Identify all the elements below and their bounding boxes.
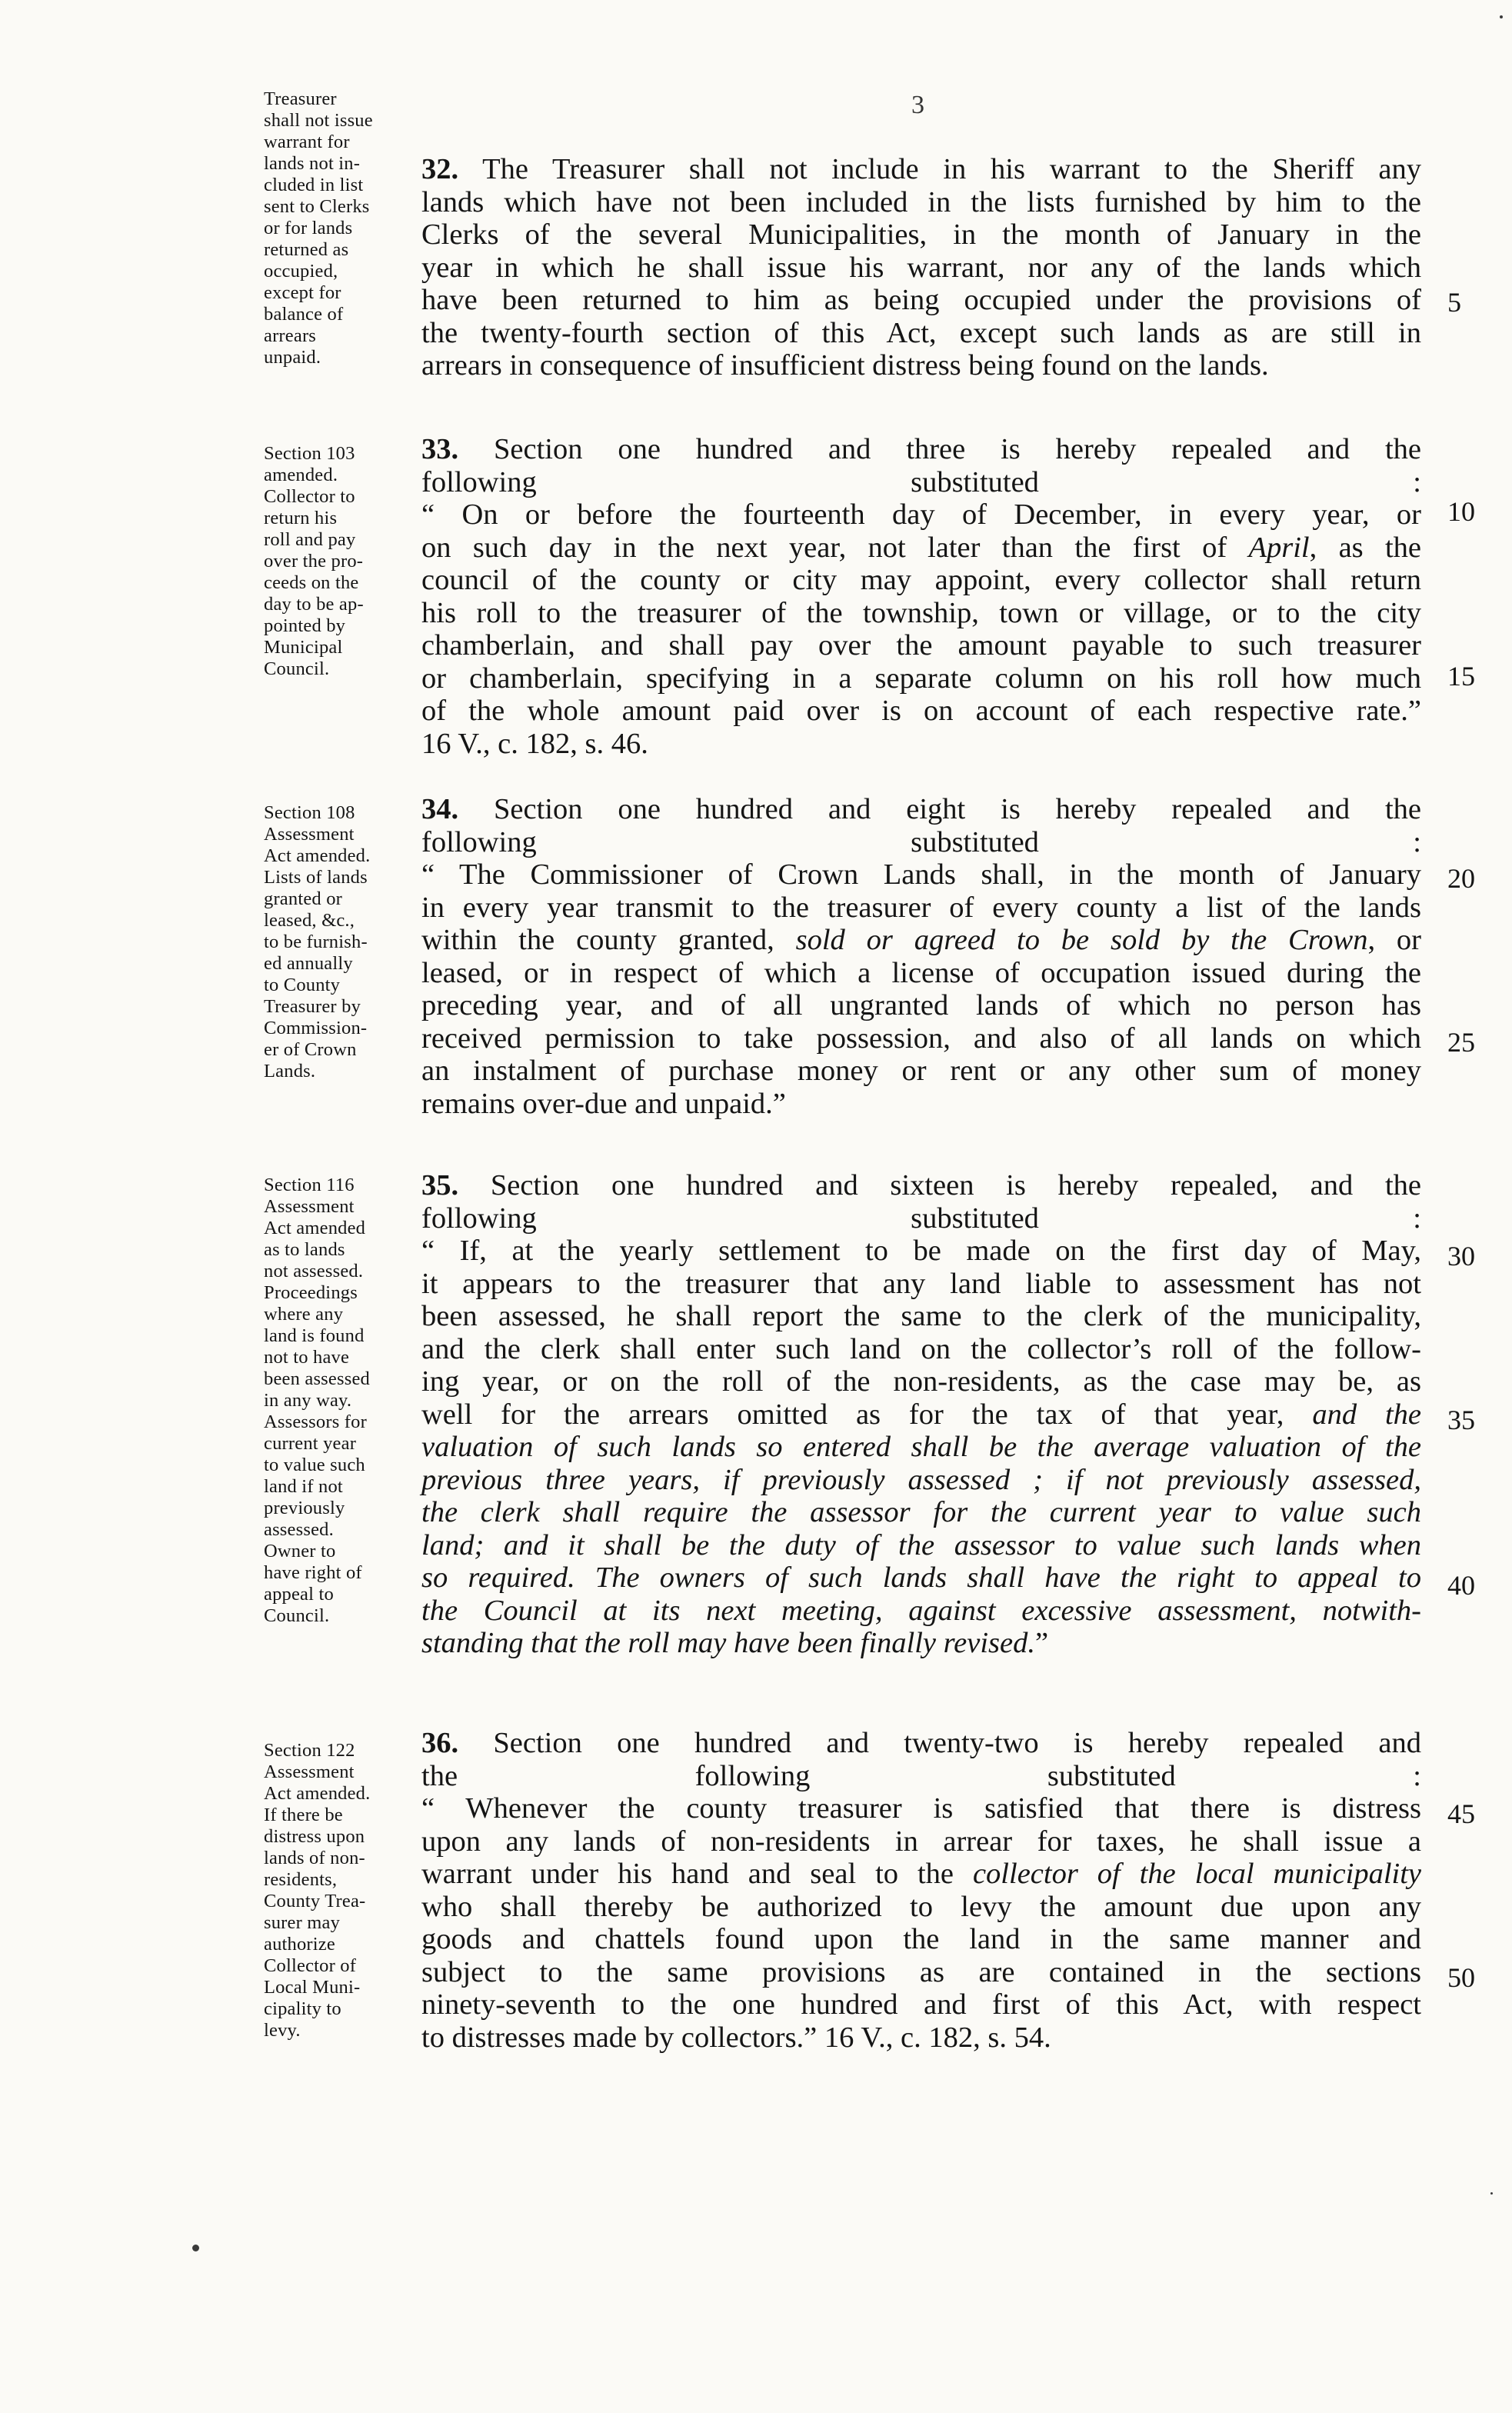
margin-note-line: cipality to xyxy=(264,1998,341,2019)
margin-note-line: Collector of xyxy=(264,1955,357,1976)
text-run: remains over-due and unpaid.” xyxy=(421,1087,786,1120)
text-run: “ The Commissioner of Crown Lands shall, in the month of January xyxy=(421,858,1421,891)
text-line xyxy=(421,892,1421,925)
section-number: 35. xyxy=(421,1169,459,1202)
margin-note xyxy=(264,1175,421,1627)
margin-note-line: previously xyxy=(264,1498,345,1518)
text-run: “ Whenever the county treasurer is satisfied that there is distress xyxy=(421,1792,1421,1825)
text-line xyxy=(421,1300,1421,1333)
text-line xyxy=(421,1398,1421,1431)
margin-note-line: Act amended. xyxy=(264,1783,371,1804)
text-run: an instalment of purchase money or rent or any other sum of money xyxy=(421,1055,1421,1087)
margin-note-line: to County xyxy=(264,975,341,995)
margin-note-line: If there be xyxy=(264,1805,343,1825)
margin-note-line: Assessment xyxy=(264,824,355,845)
margin-note-line: not assessed. xyxy=(264,1261,364,1281)
margin-note-line: warrant for xyxy=(264,132,350,152)
text-line xyxy=(421,1496,1421,1529)
margin-note-line: occupied, xyxy=(264,261,338,282)
text-run: year in which he shall issue his warrant, nor any of the lands which xyxy=(421,251,1421,284)
margin-note-line: Act amended. xyxy=(264,845,371,866)
text-line xyxy=(421,1792,1421,1825)
margin-note-line: except for xyxy=(264,282,341,303)
text-line xyxy=(421,433,1421,466)
section-number: 34. xyxy=(421,793,459,825)
margin-note-line: balance of xyxy=(264,304,344,325)
margin-note-line: current year xyxy=(264,1433,357,1454)
text-run: subject to the same provisions as are contained in the sections xyxy=(421,1955,1421,1988)
margin-note-line: have right of xyxy=(264,1562,362,1583)
text-run: “ If, at the yearly settlement to be made on the first day of May, xyxy=(421,1235,1421,1267)
margin-note-line: Section 103 xyxy=(264,443,355,464)
margin-note-line: Owner to xyxy=(264,1541,336,1561)
text-run: received permission to take possession, and also of all lands on which xyxy=(421,1022,1421,1055)
scan-speck xyxy=(1490,2192,1493,2195)
italic-text: April xyxy=(1248,531,1310,564)
text-line xyxy=(421,957,1421,990)
italic-text: so required. The owners of such lands shall have the right to appeal to xyxy=(421,1561,1421,1594)
text-line xyxy=(421,2021,1421,2055)
section-text xyxy=(421,433,1421,760)
margin-note xyxy=(264,802,421,1082)
scan-speck xyxy=(192,2245,199,2251)
margin-note-line: pointed by xyxy=(264,615,346,636)
margin-note-line: roll and pay xyxy=(264,529,356,550)
text-run: chamberlain, and shall pay over the amount payable to such treasurer xyxy=(421,629,1421,662)
margin-note-line: Section 108 xyxy=(264,802,355,823)
section-text xyxy=(421,153,1421,382)
text-line xyxy=(421,1858,1421,1891)
margin-note-line: Section 122 xyxy=(264,1740,355,1761)
margin-note-line: or for lands xyxy=(264,218,353,238)
text-run: Clerks of the several Municipalities, in the month of January in the xyxy=(421,218,1421,251)
line-number: 20 xyxy=(1447,863,1475,894)
text-run: following substituted : xyxy=(421,465,1421,498)
line-number: 10 xyxy=(1447,496,1475,527)
text-line xyxy=(421,218,1421,252)
italic-text: previous three years, if previously assessed ; if not previously assessed, xyxy=(421,1463,1421,1496)
text-line xyxy=(421,466,1421,499)
text-run: 16 V., c. 182, s. 46. xyxy=(421,727,648,760)
section-text xyxy=(421,1727,1421,2054)
text-run: well for the arrears omitted as for the tax of that year, xyxy=(421,1398,1313,1431)
margin-note-line: Lands. xyxy=(264,1061,316,1082)
margin-note-line: in any way. xyxy=(264,1390,352,1411)
text-run: in every year transmit to the treasurer of every county a list of the lands xyxy=(421,891,1421,924)
text-run: to distresses made by collectors.” 16 V., c. 182, s. 54. xyxy=(421,2021,1051,2054)
italic-text: sold or agreed to be sold by the Crown xyxy=(795,924,1368,956)
text-run: the following substituted : xyxy=(421,1759,1421,1792)
italic-text: land; and it shall be the duty of the assessor to value such lands when xyxy=(421,1528,1421,1561)
margin-note-line: Council. xyxy=(264,658,330,679)
text-line xyxy=(421,629,1421,662)
line-number: 15 xyxy=(1447,661,1475,692)
text-run: Section one hundred and three is hereby repealed and the xyxy=(458,433,1421,465)
text-line xyxy=(421,1365,1421,1398)
text-line xyxy=(421,1268,1421,1301)
text-line xyxy=(421,695,1421,728)
text-run: “ On or before the fourteenth day of December, in every year, or xyxy=(421,498,1421,531)
text-line xyxy=(421,1825,1421,1858)
text-run: have been returned to him as being occupied under the provisions of xyxy=(421,284,1421,316)
text-run: been assessed, he shall report the same to the clerk of the municipality, xyxy=(421,1300,1421,1332)
text-line xyxy=(421,186,1421,219)
text-line xyxy=(421,1595,1421,1628)
text-line xyxy=(421,1529,1421,1562)
margin-note-line: over the pro- xyxy=(264,551,364,572)
margin-note-line: Treasurer by xyxy=(264,996,361,1017)
text-line xyxy=(421,252,1421,285)
section-text xyxy=(421,793,1421,1120)
text-run: the twenty-fourth section of this Act, except such lands as are still in xyxy=(421,316,1421,349)
text-run: his roll to the treasurer of the township, town or village, or to the city xyxy=(421,596,1421,629)
text-run: , or xyxy=(1367,924,1421,956)
text-run: Section one hundred and eight is hereby repealed and the xyxy=(458,793,1421,825)
text-run: ing year, or on the roll of the non-residents, as the case may be, as xyxy=(421,1365,1421,1398)
margin-note-line: where any xyxy=(264,1304,344,1325)
text-line xyxy=(421,1956,1421,1989)
text-line xyxy=(421,1760,1421,1793)
text-line xyxy=(421,1235,1421,1268)
text-line xyxy=(421,284,1421,317)
margin-note-line: Lists of lands xyxy=(264,867,368,888)
line-number: 45 xyxy=(1447,1798,1475,1829)
text-run: arrears in consequence of insufficient distress being found on the lands. xyxy=(421,349,1269,382)
margin-note xyxy=(264,443,421,680)
margin-note-line: Commission- xyxy=(264,1018,368,1038)
section-number: 33. xyxy=(421,433,459,465)
italic-text: collector of the local municipality xyxy=(972,1858,1422,1890)
margin-note-line: County Trea- xyxy=(264,1891,366,1911)
text-line xyxy=(421,498,1421,532)
scan-speck xyxy=(1500,15,1503,18)
line-number: 30 xyxy=(1447,1241,1475,1271)
text-run: leased, or in respect of which a license of occupation issued during the xyxy=(421,956,1421,989)
text-run: Section one hundred and sixteen is hereby repealed, and the xyxy=(458,1169,1421,1202)
text-line xyxy=(421,1431,1421,1464)
text-line xyxy=(421,564,1421,597)
text-line xyxy=(421,826,1421,859)
text-run: The Treasurer shall not include in his warrant to the Sheriff any xyxy=(458,153,1421,185)
margin-note-line: been assessed xyxy=(264,1368,370,1389)
margin-note-line: Assessors for xyxy=(264,1411,367,1432)
text-run: , as the xyxy=(1309,531,1422,564)
text-run: it appears to the treasurer that any land liable to assessment has not xyxy=(421,1267,1421,1300)
text-run: lands which have not been included in the lists furnished by him to the xyxy=(421,185,1421,218)
margin-note-line: granted or xyxy=(264,888,342,909)
margin-note-line: arrears xyxy=(264,325,317,346)
text-line xyxy=(421,793,1421,826)
margin-note-line: Section 116 xyxy=(264,1175,355,1195)
text-run: following substituted : xyxy=(421,825,1421,858)
italic-text: valuation of such lands so entered shall be the average valuation of the xyxy=(421,1431,1421,1463)
text-line xyxy=(421,1988,1421,2021)
text-line xyxy=(421,1333,1421,1366)
margin-note-line: to value such xyxy=(264,1455,365,1475)
text-run: ninety-seventh to the one hundred and first of this Act, with respect xyxy=(421,1988,1421,2021)
margin-note-line: shall not issue xyxy=(264,110,373,131)
line-number: 25 xyxy=(1447,1027,1475,1058)
text-line xyxy=(421,1727,1421,1760)
line-number: 40 xyxy=(1447,1570,1475,1601)
margin-note-line: cluded in list xyxy=(264,175,364,195)
text-line xyxy=(421,662,1421,695)
margin-note-line: leased, &c., xyxy=(264,910,355,931)
section-number: 36. xyxy=(421,1727,459,1759)
margin-note-line: Council. xyxy=(264,1605,330,1626)
margin-note-line: Proceedings xyxy=(264,1282,358,1303)
text-run: warrant under his hand and seal to the xyxy=(421,1858,973,1890)
margin-note-line: land is found xyxy=(264,1325,365,1346)
margin-note-line: lands not in- xyxy=(264,153,361,174)
margin-note-line: Act amended xyxy=(264,1218,366,1238)
text-line xyxy=(421,1561,1421,1595)
text-run: council of the county or city may appoint, every collector shall return xyxy=(421,564,1421,596)
page-number: 3 xyxy=(911,91,924,119)
text-line xyxy=(421,728,1421,761)
text-line xyxy=(421,532,1421,565)
text-line xyxy=(421,1627,1421,1660)
text-line xyxy=(421,153,1421,186)
text-line xyxy=(421,989,1421,1022)
text-run: and the clerk shall enter such land on the collector’s roll of the follow- xyxy=(421,1332,1421,1365)
section-text xyxy=(421,1169,1421,1660)
section-number: 32. xyxy=(421,153,459,185)
margin-note-line: returned as xyxy=(264,239,349,260)
margin-note-line: er of Crown xyxy=(264,1039,357,1060)
text-run: preceding year, and of all ungranted lands of which no person has xyxy=(421,989,1421,1022)
margin-note-line: ed annually xyxy=(264,953,353,974)
margin-note-line: distress upon xyxy=(264,1826,365,1847)
margin-note-line: Assessment xyxy=(264,1761,355,1782)
margin-note-line: Assessment xyxy=(264,1196,355,1217)
line-number: 50 xyxy=(1447,1962,1475,1993)
text-line xyxy=(421,1055,1421,1088)
margin-note-line: Collector to xyxy=(264,486,355,507)
margin-note-line: amended. xyxy=(264,465,338,485)
margin-note-line: lands of non- xyxy=(264,1848,365,1868)
margin-note-line: to be furnish- xyxy=(264,932,368,952)
italic-text: and the xyxy=(1312,1398,1421,1431)
margin-note-line: ceeds on the xyxy=(264,572,359,593)
text-line xyxy=(421,317,1421,350)
margin-note-line: not to have xyxy=(264,1347,350,1368)
text-run: following substituted : xyxy=(421,1202,1421,1235)
text-line xyxy=(421,1202,1421,1235)
italic-text: standing that the roll may have been finally revised. xyxy=(421,1627,1035,1659)
italic-text: the Council at its next meeting, against excessive assessment, notwith- xyxy=(421,1594,1421,1627)
margin-note-line: day to be ap- xyxy=(264,594,364,615)
text-run: within the county granted, xyxy=(421,924,796,956)
margin-note-line: land if not xyxy=(264,1476,343,1497)
margin-note-line: as to lands xyxy=(264,1239,345,1260)
text-run: upon any lands of non-residents in arrear for taxes, he shall issue a xyxy=(421,1825,1421,1858)
text-line xyxy=(421,597,1421,630)
margin-note-line: Treasurer xyxy=(264,88,337,109)
margin-note-line: residents, xyxy=(264,1869,338,1890)
margin-note-line: unpaid. xyxy=(264,347,321,368)
text-run: or chamberlain, specifying in a separate column on his roll how much xyxy=(421,662,1421,695)
margin-note-line: sent to Clerks xyxy=(264,196,370,217)
text-line xyxy=(421,1891,1421,1924)
margin-note xyxy=(264,88,421,368)
text-run: who shall thereby be authorized to levy the amount due upon any xyxy=(421,1890,1421,1923)
text-line xyxy=(421,349,1421,382)
text-run: of the whole amount paid over is on account of each respective rate.” xyxy=(421,695,1421,727)
margin-note-line: Municipal xyxy=(264,637,343,658)
margin-note-line: Local Muni- xyxy=(264,1977,361,1998)
margin-note-line: return his xyxy=(264,508,338,528)
margin-note-line: authorize xyxy=(264,1934,335,1955)
margin-note-line: appeal to xyxy=(264,1584,334,1605)
text-run: Section one hundred and twenty-two is hereby repealed and xyxy=(458,1727,1421,1759)
text-line xyxy=(421,1923,1421,1956)
text-run: goods and chattels found upon the land in the same manner and xyxy=(421,1923,1421,1955)
italic-text: the clerk shall require the assessor for the current year to value such xyxy=(421,1496,1421,1528)
text-line xyxy=(421,924,1421,957)
text-line xyxy=(421,1464,1421,1497)
text-line xyxy=(421,1169,1421,1202)
line-number: 5 xyxy=(1447,287,1461,318)
text-line xyxy=(421,1088,1421,1121)
line-number: 35 xyxy=(1447,1405,1475,1435)
text-run: on such day in the next year, not later than the first of xyxy=(421,531,1249,564)
margin-note-line: surer may xyxy=(264,1912,341,1933)
text-line xyxy=(421,858,1421,892)
text-line xyxy=(421,1022,1421,1055)
margin-note-line: assessed. xyxy=(264,1519,334,1540)
margin-note-line: levy. xyxy=(264,2020,301,2041)
text-run: ” xyxy=(1035,1627,1049,1659)
margin-note xyxy=(264,1740,421,2041)
